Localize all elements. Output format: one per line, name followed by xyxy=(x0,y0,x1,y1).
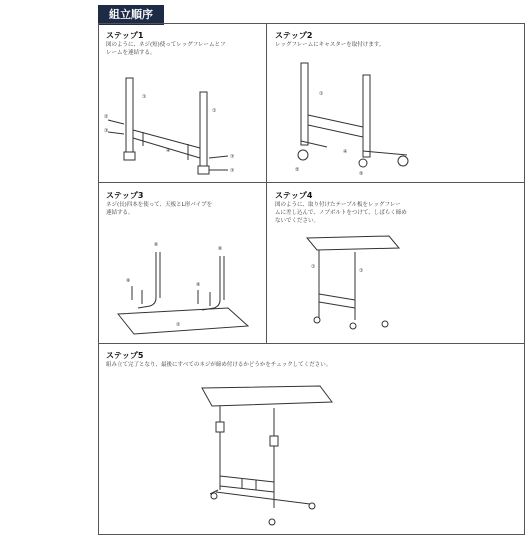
step1-title: ステップ1 xyxy=(106,31,144,40)
step3-text: ネジ(長)四本を使って、天板とL形パイプを 連結する。 xyxy=(106,202,213,216)
step5-title: ステップ5 xyxy=(106,351,144,360)
callout-7b: ⑦ xyxy=(230,168,235,174)
s2-callout-5b: ⑤ xyxy=(359,171,364,177)
step3-illustration xyxy=(98,222,266,342)
s3-callout-6b: ⑥ xyxy=(218,246,223,252)
step1-text: 図のように、ネジ(短)使ってレッグフレームとフ レームを連結する。 xyxy=(106,42,226,56)
callout-2: ② xyxy=(104,114,109,120)
s4-callout-1: ① xyxy=(311,264,316,270)
step2-text: レッグフレームにキャスターを取付けます。 xyxy=(275,42,385,48)
step4-title: ステップ4 xyxy=(275,191,313,200)
step1-illustration xyxy=(98,60,266,180)
callout-1b: ① xyxy=(212,108,217,114)
s2-callout-1: ① xyxy=(319,91,324,97)
step5-illustration xyxy=(180,378,360,528)
row-divider-2 xyxy=(98,343,525,344)
step2-title: ステップ2 xyxy=(275,31,313,40)
s4-callout-1b: ① xyxy=(359,268,364,274)
s3-callout-2: ② xyxy=(176,322,181,328)
s3-callout-8: ⑧ xyxy=(126,278,131,284)
step2-illustration xyxy=(267,55,523,180)
step4-text: 図のように、取り付けたテーブル板をレッグフレー ムに差し込んで、ノブボルトをつけて、しばらく締め ないでください。 xyxy=(275,202,407,224)
step3-title: ステップ3 xyxy=(106,191,144,200)
s2-callout-5: ⑤ xyxy=(295,167,300,173)
s3-callout-6: ⑥ xyxy=(154,242,159,248)
step5-text: 組み立て完了となり、最後にすべてのネジが締め付けるかどうかをチェックしてください。 xyxy=(106,362,332,368)
s3-callout-8b: ⑧ xyxy=(196,282,201,288)
s2-callout-4: ④ xyxy=(343,149,348,155)
callout-4: ④ xyxy=(166,148,171,154)
callout-3: ③ xyxy=(104,128,109,134)
step4-illustration xyxy=(267,228,523,340)
section-title: 組立順序 xyxy=(98,5,164,25)
callout-1: ① xyxy=(142,94,147,100)
callout-7: ⑦ xyxy=(230,154,235,160)
row-divider-1 xyxy=(98,182,525,183)
